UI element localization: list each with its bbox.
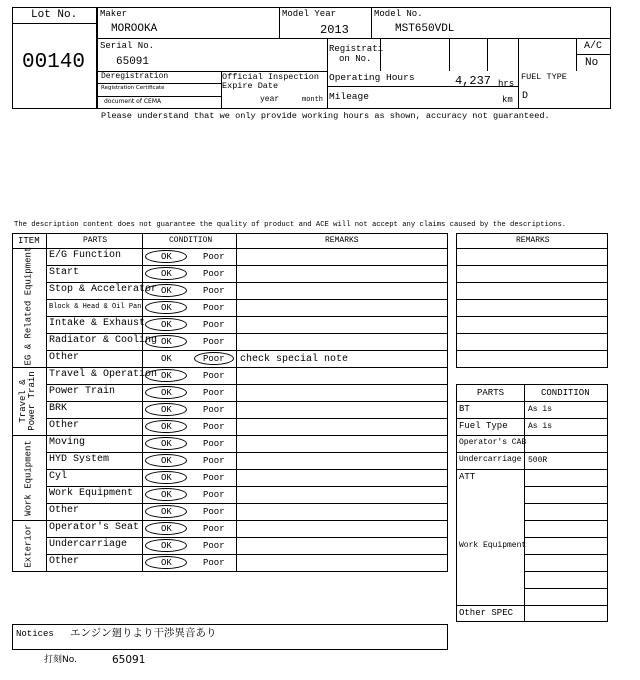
description-disclaimer: The description content does not guarantee the quality of product and ACE will not accept any claims caused by the descriptions.: [14, 221, 567, 229]
work-equipment-label: Work Equipment: [459, 541, 527, 550]
condition-selected-mark: [145, 522, 187, 535]
fuel-type-label: FUEL TYPE: [521, 72, 567, 82]
poor-option: Poor: [203, 422, 225, 432]
ok-option: OK: [161, 524, 172, 534]
ok-option: OK: [161, 286, 172, 296]
group-label: Work Equipment: [23, 439, 33, 516]
condition-selected-mark: [145, 471, 187, 484]
condition-selected-mark: [194, 352, 234, 365]
operating-hours-label: Operating Hours: [329, 72, 415, 83]
side-part-label: Operator's CAB: [459, 438, 527, 447]
col-parts: PARTS: [83, 236, 108, 245]
part-label: BRK: [49, 403, 68, 414]
condition-selected-mark: [145, 386, 187, 399]
hours-disclaimer: Please understand that we only provide working hours as shown, accuracy not guaranteed.: [101, 111, 550, 121]
condition-selected-mark: [145, 335, 187, 348]
operating-hours-value: 4,237: [455, 74, 492, 88]
ok-option: OK: [161, 337, 172, 347]
part-label: Stop & Accelerator: [49, 284, 158, 295]
month-label: month: [302, 96, 324, 104]
poor-option: Poor: [203, 558, 225, 568]
group-label: Travel & Power Train: [18, 371, 38, 431]
part-label: Other: [49, 556, 80, 567]
document-cema-label: document of CEMA: [104, 98, 162, 105]
side-part-label: Fuel Type: [459, 421, 508, 431]
ok-option: OK: [161, 371, 172, 381]
poor-option: Poor: [203, 337, 225, 347]
part-label: Travel & Operation: [49, 369, 158, 380]
part-label: Other: [49, 352, 80, 363]
year-label: year: [260, 95, 280, 104]
ok-option: OK: [161, 269, 172, 279]
poor-option: Poor: [203, 490, 225, 500]
part-label: Work Equipment: [49, 488, 134, 499]
part-label: Operator's Seat: [49, 522, 140, 533]
poor-option: Poor: [203, 354, 225, 364]
poor-option: Poor: [203, 541, 225, 551]
official-inspection-label-1: Official Inspection: [222, 72, 319, 82]
lot-value: 00140: [22, 51, 86, 74]
part-label: Undercarriage: [49, 539, 128, 550]
poor-option: Poor: [203, 388, 225, 398]
model-year-label: Model Year: [282, 9, 337, 19]
condition-selected-mark: [145, 454, 187, 467]
condition-selected-mark: [145, 301, 187, 314]
poor-option: Poor: [203, 286, 225, 296]
side-part-condition: 500R: [528, 456, 548, 465]
part-label: Moving: [49, 437, 86, 448]
group-label: Exterior: [23, 523, 33, 568]
condition-selected-mark: [145, 403, 187, 416]
poor-option: Poor: [203, 439, 225, 449]
ok-option: OK: [161, 252, 172, 262]
part-label: Block & Head & Oil Pan: [49, 303, 142, 311]
part-label: Cyl: [49, 471, 68, 482]
part-label: E/G Function: [49, 250, 122, 261]
poor-option: Poor: [203, 524, 225, 534]
km-unit: km: [502, 95, 513, 105]
side-part-label: Undercarriage: [459, 455, 522, 464]
lot-label: Lot No.: [31, 9, 78, 21]
side-part-condition: As is: [528, 405, 553, 414]
condition-selected-mark: [145, 318, 187, 331]
ok-option: OK: [161, 422, 172, 432]
condition-selected-mark: [145, 505, 187, 518]
side-part-condition: As is: [528, 422, 553, 431]
serial-label: Serial No.: [100, 41, 155, 51]
ok-option: OK: [161, 439, 172, 449]
other-spec-label: Other SPEC: [459, 608, 514, 618]
condition-selected-mark: [145, 267, 187, 280]
remark-text: check special note: [240, 354, 349, 365]
poor-option: Poor: [203, 252, 225, 262]
condition-selected-mark: [145, 488, 187, 501]
maker-value: MOROOKA: [111, 23, 158, 35]
side-col-parts: PARTS: [477, 388, 505, 398]
part-label: Other: [49, 420, 80, 431]
registration-label-1: Registrati: [329, 44, 384, 54]
col-remarks: REMARKS: [325, 236, 359, 245]
ok-option: OK: [161, 558, 172, 568]
side-col-condition: CONDITION: [541, 388, 590, 398]
condition-selected-mark: [145, 556, 187, 569]
condition-selected-mark: [145, 284, 187, 297]
poor-option: Poor: [203, 303, 225, 313]
att-label: ATT: [459, 472, 476, 482]
model-no-label: Model No.: [374, 9, 423, 19]
condition-selected-mark: [145, 250, 187, 263]
ok-option: OK: [161, 320, 172, 330]
condition-selected-mark: [145, 420, 187, 433]
ok-option: OK: [161, 507, 172, 517]
condition-selected-mark: [145, 539, 187, 552]
side-part-label: BT: [459, 404, 470, 414]
model-no-value: MST650VDL: [395, 23, 455, 35]
model-year-value: 2013: [320, 23, 349, 37]
poor-option: Poor: [203, 473, 225, 483]
ok-option: OK: [161, 456, 172, 466]
stamp-value: 65091: [112, 654, 146, 666]
deregistration-label: Deregistration: [101, 72, 169, 81]
registration-label-2: on No.: [339, 54, 372, 64]
fuel-type-value: D: [522, 91, 529, 102]
ok-option: OK: [161, 490, 172, 500]
condition-selected-mark: [145, 437, 187, 450]
registration-certificate-label: Registration Certificate: [101, 85, 165, 91]
serial-value: 65091: [116, 56, 150, 68]
group-label: EG & Related Equipment: [23, 246, 33, 365]
poor-option: Poor: [203, 371, 225, 381]
poor-option: Poor: [203, 456, 225, 466]
condition-selected-mark: [145, 369, 187, 382]
poor-option: Poor: [203, 269, 225, 279]
poor-option: Poor: [203, 405, 225, 415]
hrs-unit: hrs: [498, 79, 515, 89]
ok-option: OK: [161, 405, 172, 415]
poor-option: Poor: [203, 507, 225, 517]
maker-label: Maker: [100, 9, 128, 19]
ok-option: OK: [161, 354, 172, 364]
part-label: Other: [49, 505, 80, 516]
part-label: Radiator & Cooling: [49, 335, 158, 346]
official-inspection-label-2: Expire Date: [222, 81, 279, 91]
notices-label: Notices: [16, 629, 54, 639]
col-condition: CONDITION: [169, 236, 213, 245]
ok-option: OK: [161, 388, 172, 398]
ac-label: A/C: [584, 41, 603, 52]
ok-option: OK: [161, 541, 172, 551]
mileage-label: Mileage: [329, 91, 369, 102]
stamp-label: 打刻No.: [44, 655, 77, 665]
ac-value: No: [585, 57, 599, 69]
poor-option: Poor: [203, 320, 225, 330]
part-label: Power Train: [49, 386, 116, 397]
notices-value: エンジン廻りより干渉異音あり: [70, 627, 217, 639]
ok-option: OK: [161, 473, 172, 483]
part-label: HYD System: [49, 454, 110, 465]
part-label: Intake & Exhaust: [49, 318, 146, 329]
col-item: ITEM: [18, 236, 40, 246]
part-label: Start: [49, 267, 80, 278]
side-remarks-header: REMARKS: [516, 236, 550, 245]
ok-option: OK: [161, 303, 172, 313]
